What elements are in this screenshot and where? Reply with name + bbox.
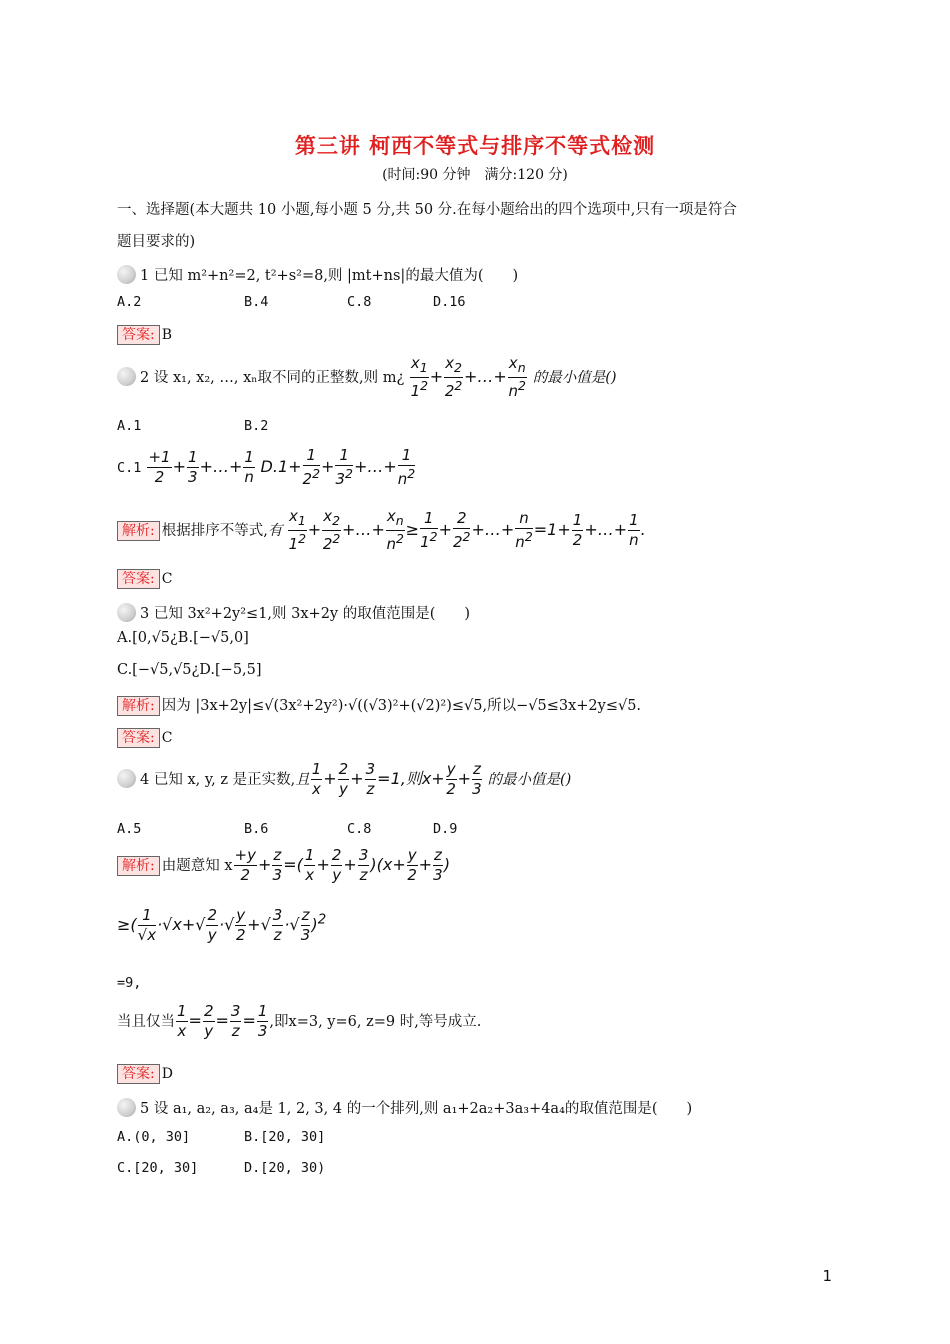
section-heading-line2: 题目要求的) <box>117 234 196 250</box>
analysis-label: 解析: <box>117 521 160 541</box>
analysis-label: 解析: <box>117 856 160 876</box>
q2-option-a: A.1 <box>117 418 142 434</box>
q4-analysis-line3: =9, <box>117 975 142 991</box>
question-3 <box>117 602 470 623</box>
exam-info: (时间:90 分钟 满分:120 分) <box>382 167 568 183</box>
q2-options-cd: C.1 $\frac{+1}{2}$ + $\frac{1}{3}$ +…+ $\frac{1}{n}$ D.1+ $\frac{1}{2^2}$ + $\frac{1}{3^2}$ +…+ $\frac{1}{n^2}$ <box>117 446 416 488</box>
question-stem-suffix: 的最小值是() <box>532 369 617 386</box>
q4-option-d: D.9 <box>433 821 458 837</box>
q4-answer <box>117 1064 173 1084</box>
analysis-text: 根据排序不等式, <box>161 522 268 539</box>
question-stem: 已知 3x²+2y²≤1,则 3x+2y 的取值范围是( ) <box>153 606 471 622</box>
question-number: 4 <box>140 772 150 788</box>
question-bullet-icon <box>117 603 136 622</box>
question-stem-eq: =1,则x+ <box>377 769 445 788</box>
question-stem: 已知 m²+n²=2, t²+s²=8,则 |mt+ns|的最大值为( ) <box>153 268 519 284</box>
q4-analysis-line4: 当且仅当 $\frac{1}{x}$ = $\frac{2}{y}$ = $\frac{3}{z}$ = $\frac{1}{3}$ ,即x=3, y=6, z=9 时,等号成立. <box>117 1002 482 1040</box>
question-stem-mid: 且 <box>295 772 310 788</box>
analysis-label: 解析: <box>117 696 160 716</box>
answer-value: B <box>161 327 173 343</box>
answer-label: 答案: <box>117 325 160 345</box>
question-bullet-icon <box>117 769 136 788</box>
q4-option-a: A.5 <box>117 821 142 837</box>
q1-option-c: C.8 <box>347 294 372 310</box>
q4-analysis: 解析: 由题意知 x $\frac{+y}{2}$ + $\frac{z}{3}$ =( $\frac{1}{x}$ + $\frac{2}{y}$ + $\frac{3}{z}$ )(x+ $\frac{y}{2}$ + $\frac{z}{3}$ ) <box>117 848 450 883</box>
answer-value: D <box>161 1066 173 1082</box>
analysis-text: 因为 |3x+2y|≤√(3x²+2y²)·√((√3)²+(√2)²)≤√5,所以−√5≤3x+2y≤√5. <box>161 698 642 714</box>
question-stem-suffix: 的最小值是() <box>487 772 572 788</box>
question-stem: 已知 x, y, z 是正实数, <box>153 772 296 788</box>
q2-option-b: B.2 <box>244 418 269 434</box>
question-bullet-icon <box>117 367 136 386</box>
analysis-text-you: 有 <box>267 522 283 539</box>
analysis-text: 当且仅当 <box>117 1014 175 1030</box>
analysis-text-suffix: ,即x=3, y=6, z=9 时,等号成立. <box>269 1014 482 1030</box>
page-number: 1 <box>822 1267 832 1285</box>
question-2 <box>117 356 617 399</box>
answer-label: 答案: <box>117 1064 160 1084</box>
q5-option-a: A.(0, 30] <box>117 1129 191 1145</box>
answer-label: 答案: <box>117 569 160 589</box>
q2-sum-expression: $\frac{x_1}{1^2}$ + $\frac{x_2}{2^2}$ +…+ $\frac{x_n}{n^2}$ <box>410 354 526 400</box>
q1-option-a: A.2 <box>117 294 142 310</box>
q3-option-ab: A.[0,√5¿B.[−√5,0] <box>117 630 249 646</box>
q2-option-c: C.1 <box>117 460 142 476</box>
q3-answer <box>117 728 172 748</box>
q1-option-b: B.4 <box>244 294 269 310</box>
answer-value: C <box>161 571 173 587</box>
question-stem: 设 a₁, a₂, a₃, a₄是 1, 2, 3, 4 的一个排列,则 a₁+2a₂+3a₃+4a₄的取值范围是( ) <box>153 1101 693 1117</box>
q3-option-cd: C.[−√5,√5¿D.[−5,5] <box>117 662 262 678</box>
q4-option-c: C.8 <box>347 821 372 837</box>
question-bullet-icon <box>117 265 136 284</box>
q4-option-b: B.6 <box>244 821 269 837</box>
question-number: 1 <box>140 268 150 284</box>
q2-analysis: 解析: 根据排序不等式,有 $\frac{x_1}{1^2}$ + $\frac{x_2}{2^2}$ +…+ $\frac{x_n}{n^2}$ ≥ $\frac{1}{1^2}$ + $\frac{2}{2^2}$ +…+ $\frac{n}{n^2}$ =1+ $\frac{1}{2}$ +…+ $\frac{1}{n}$ . <box>117 509 646 552</box>
q1-answer <box>117 325 172 345</box>
question-stem: 设 x₁, x₂, …, xₙ取不同的正整数,则 m¿ <box>153 369 405 386</box>
q4-analysis-line2: ≥( $\frac{1}{√x}$ ·√x+√ $\frac{2}{y}$ ·√ $\frac{y}{2}$ +√ $\frac{3}{z}$ ·√ $\frac{z}{3}$ )$^2$ <box>117 906 327 944</box>
q2-answer <box>117 569 172 589</box>
q2-option-d: D.1 <box>260 457 289 476</box>
q5-option-d: D.[20, 30) <box>244 1160 326 1176</box>
answer-value: C <box>161 730 173 746</box>
analysis-text: 由题意知 x <box>161 858 233 874</box>
question-number: 5 <box>140 1101 150 1117</box>
q1-option-d: D.16 <box>433 294 466 310</box>
section-heading-line1: 一、选择题(本大题共 10 小题,每小题 5 分,共 50 分.在每小题给出的四个选项中,只有一项是符合 <box>117 202 737 218</box>
q5-option-c: C.[20, 30] <box>117 1160 199 1176</box>
question-number: 2 <box>140 369 150 386</box>
question-1 <box>117 264 518 285</box>
question-4: 4 已知 x, y, z 是正实数,且 $\frac{1}{x}$ + $\frac{2}{y}$ + $\frac{3}{z}$ =1,则x+ $\frac{y}{2}$ + $\frac{z}{3}$ 的最小值是() <box>117 762 571 797</box>
answer-label: 答案: <box>117 728 160 748</box>
question-5 <box>117 1097 692 1118</box>
page-title: 第三讲 柯西不等式与排序不等式检测 <box>294 133 656 158</box>
question-number: 3 <box>140 606 150 622</box>
question-bullet-icon <box>117 1098 136 1117</box>
q5-option-b: B.[20, 30] <box>244 1129 326 1145</box>
q3-analysis <box>117 694 641 716</box>
